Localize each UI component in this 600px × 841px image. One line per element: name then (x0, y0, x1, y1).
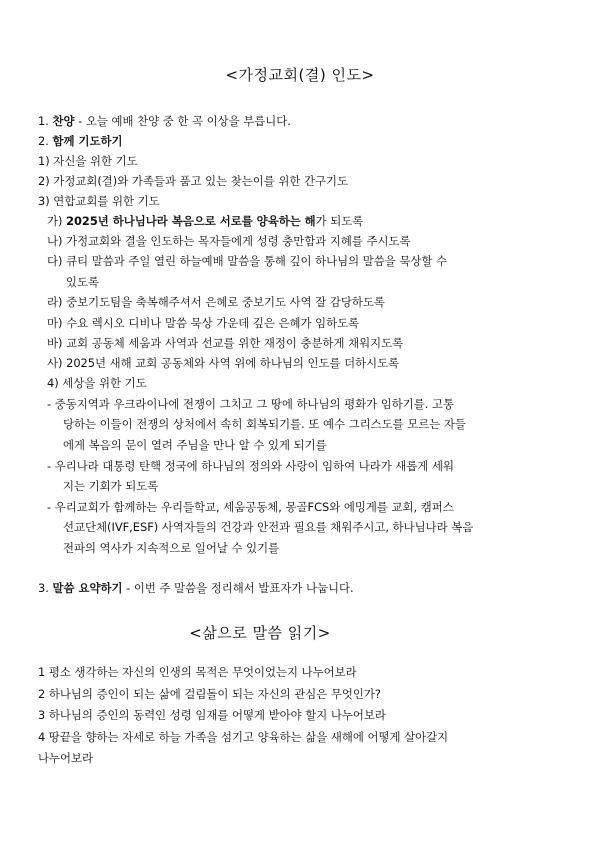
world-prayer-1-line1: - 중동지역과 우크라이나에 전쟁이 그치고 그 땅에 하나님의 평화가 임하기를. 고통 (47, 397, 455, 411)
question-2: 2 하나님의 증인이 되는 삶에 걸림돌이 되는 자신의 관심은 무엇인가? (38, 686, 381, 701)
church-prayer-ma: 마) 수요 렉시오 디비나 말씀 묵상 가운데 깊은 은혜가 임하도록 (47, 316, 360, 330)
world-prayer-2-line2: 지는 기회가 되도록 (63, 479, 159, 493)
question-4: 4 땅끝을 향하는 자세로 하늘 가족을 섬기고 양육하는 삶을 새해에 어떻게 살아갈지 (38, 729, 449, 744)
question-list (38, 662, 448, 770)
world-prayer-3-line3: 전파의 역사가 지속적으로 일어날 수 있기를 (63, 541, 280, 555)
question-1: 1 평소 생각하는 자신의 인생의 목적은 무엇이었는지 나누어보라 (38, 665, 357, 679)
section-title-house-church: <가정교회(결) 인도> (225, 66, 375, 84)
prayer-family: 2) 가정교회(결)와 가족들과 품고 있는 찾는이를 위한 간구기도 (38, 174, 349, 188)
world-prayer-1-line3: 에게 복음의 문이 열려 주님을 만나 알 수 있게 되기를 (63, 438, 327, 452)
prayer-church: 3) 연합교회를 위한 기도 (38, 194, 160, 208)
world-prayer-3-line1: - 우리교회가 함께하는 우리들학교, 세움공동체, 몽골FCS와 에밍게를 교회, 캠퍼스 (47, 500, 454, 514)
question-3: 3 하나님의 증인의 동력인 성령 임재를 어떻게 받아야 할지 나누어보라 (38, 708, 386, 722)
question-4-cont: 나누어보라 (38, 751, 94, 765)
prayer-self: 1) 자신을 위한 기도 (38, 154, 138, 168)
world-prayer-2-line1: - 우리나라 대통령 탄핵 정국에 하나님의 정의와 사랑이 임하여 나라가 새롭게 세워 (47, 459, 455, 473)
item-praise: 1. 찬양 - 오늘 예배 찬양 중 한 곡 이상을 부릅니다. (38, 114, 291, 128)
church-prayer-na: 나) 가정교회와 결을 인도하는 목자들에게 성령 충만함과 지혜를 주시도록 (47, 234, 411, 248)
church-prayer-ba: 바) 교회 공동체 세움과 사역과 선교를 위한 재정이 충분하게 채워지도록 (47, 336, 404, 350)
church-prayer-da-cont: 있도록 (66, 275, 100, 289)
prayer-world: 4) 세상을 위한 기도 (47, 376, 147, 390)
section-title-life-reading: <삶으로 말씀 읽기> (189, 624, 331, 642)
world-prayer-3-line2: 선교단체(IVF,ESF) 사역자들의 건강과 안전과 필요를 채워주시고, 하나님나라 복음 (63, 520, 474, 534)
church-prayer-ra: 라) 중보기도팀을 축복해주셔서 은혜로 중보기도 사역 잘 감당하도록 (47, 295, 385, 309)
church-prayer-da: 다) 큐티 말씀과 주일 열린 하늘예배 말씀을 통해 깊이 하나님의 말씀을 묵상할 수 (47, 254, 448, 268)
item-prayer: 2. 함께 기도하기 (38, 134, 123, 148)
world-prayer-1-line2: 당하는 이들이 전쟁의 상처에서 속히 회복되기를. 또 예수 그리스도를 모르는 자들 (63, 417, 466, 431)
church-prayer-ga: 가) 2025년 하나님나라 복음으로 서로를 양육하는 해가 되도록 (47, 214, 364, 228)
church-prayer-sa: 사) 2025년 새해 교회 공동체와 사역 위에 하나님의 인도를 더하시도록 (47, 356, 400, 370)
item-sermon-summary: 3. 말씀 요약하기 - 이번 주 말씀을 정리해서 발표자가 나눕니다. (38, 581, 354, 595)
